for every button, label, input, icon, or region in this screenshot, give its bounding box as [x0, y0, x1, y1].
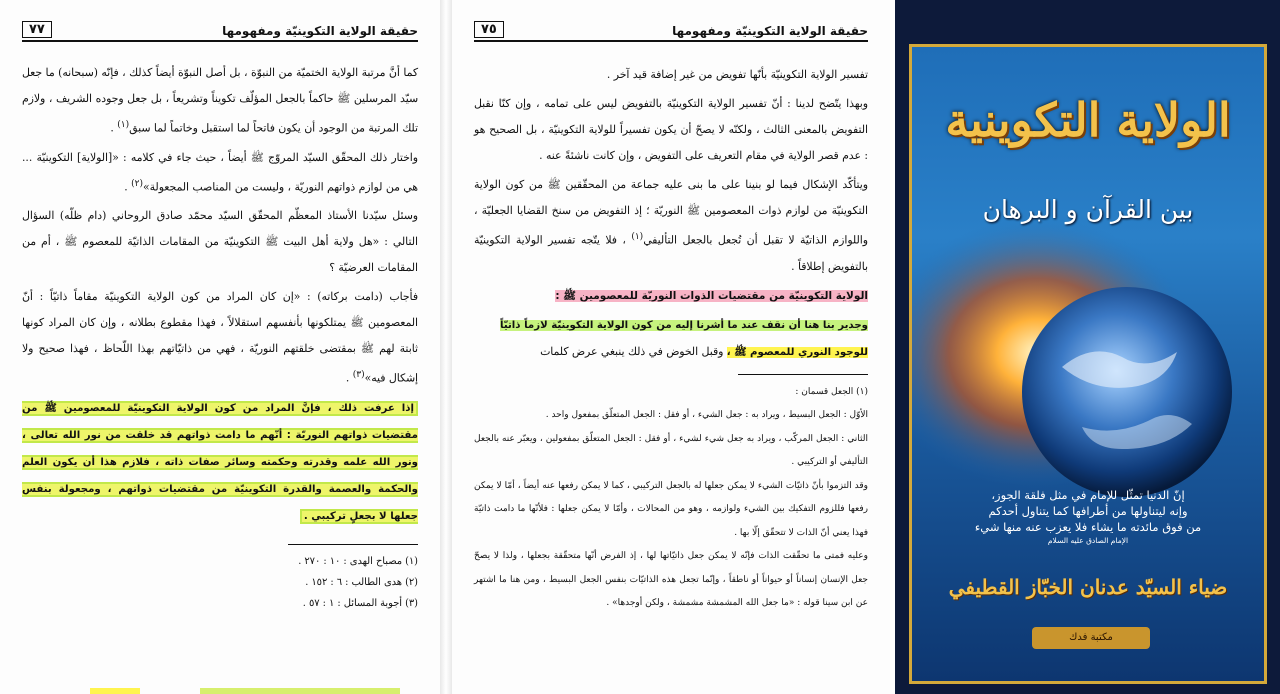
paragraph: وبهذا يتّضح لدينا : أنّ تفسير الولاية التكوينيّة بالتفويض ليس على تمامه ، وإن كنّا نقبل التفويض بالمعنى الثالث ، ولكنّه لا يصحّ أن يكون تفسيراً للولاية التكوينيّة ، بل الصحيح هو : عدم قصر الولاية في مقام التعريف على التفويض ، وإن كانت ناشئةً عنه .	[474, 97, 868, 162]
footnote: (٢) هدى الطالب : ٦ : ١٥٢ .	[305, 576, 418, 588]
page-header	[22, 18, 418, 42]
cover-author: ضياء السيّد عدنان الخبّاز القطيفي	[948, 575, 1228, 599]
page-header	[474, 18, 868, 42]
publisher-badge: مكتبة فدك	[1032, 627, 1150, 649]
cover-subtitle: بين القرآن و البرهان	[982, 195, 1194, 224]
footnote-line: وعليه فمتى ما تحقّقت الذات فإنّه لا يمكن جعل ذاتيّاتها لها ، إذ الفرض أنّها متحقّقة بجعلها ، ولذا لا يصحّ جعل الإنسان إنساناً أو حيواناً أو ناطقاً ، وإنّما تجعل هذه الذاتيّات بنفس الجعل البسيط ، ومن هنا ما اشتهر عن ابن سينا قوله : «ما جعل الله المشمشة مشمشة ، ولكن أوجدها» .	[474, 551, 868, 609]
cover-quote: إنّ الدنيا تمثّل للإمام في مثل فلقة الجوز، وإنه ليتناولها من أطرافها كما يتناول أحدكم من فوق مائدته ما يشاء فلا يعزب عنه منها شيء الإمام الصادق عليه السلام	[920, 487, 1256, 547]
footnote-line: الثاني : الجعل المركّب ، ويراد به جعل شيء لشيء ، أو فقل : الجعل المتعلّق بمفعولين ، ويعبّر عنه بالجعل التأليفي أو التركيبي .	[474, 433, 868, 468]
quote-attribution: الإمام الصادق عليه السلام	[1047, 536, 1129, 545]
page-gutter	[440, 0, 452, 694]
book-cover	[895, 0, 1280, 694]
footnote: (٣) أجوبة المسائل : ١ : ٥٧ .	[302, 597, 418, 609]
paragraph: تفسير الولاية التكوينيّة بأنّها تفويض من غير إضافة قيد آخر .	[606, 68, 868, 81]
footnotes	[474, 381, 868, 616]
footnote: (١) مصباح الهدى : ١٠ : ٢٧٠ .	[298, 555, 418, 567]
page-number: ٧٧	[22, 21, 52, 38]
footnote-line: الأوّل : الجعل البسيط ، ويراد به : جعل الشيء ، أو فقل : الجعل المتعلّق بمفعول واحد .	[545, 410, 868, 421]
footnote-divider	[288, 544, 418, 545]
footnotes	[22, 551, 418, 614]
cover-title: الولاية التكوينية	[945, 93, 1231, 147]
footnote-divider	[738, 374, 868, 375]
footnote-line: (١) الجعل قسمان :	[795, 386, 868, 397]
running-title: حقيقة الولاية التكوينيّة ومفهومها	[672, 24, 868, 38]
highlighted-paragraph: إذا عرفت ذلك ، فإنَّ المراد من كون الولاية التكوينيّة للمعصومين ﷺ من مقتضيات ذواتهم النوريّة : أنّهم ما دامت ذواتهم قد خلقت من نور الله تعالى ، ونور الله علمه وقدرته وحكمته وسائر صفات ذاته ، فلازم هذا أن يكون العلم والحكمة والعصمة والقدرة التكوينيّة من مقتضيات ذواتهم ، ومجعولة بنفس جعلها لا بجعلٍ تركيبي .	[22, 402, 418, 522]
section-subheading: الولاية التكوينيّة من مقتضيات الذوات النوريّة للمعصومين ﷺ :	[555, 289, 868, 302]
earth-globe	[1022, 287, 1232, 497]
book-page-75	[452, 0, 890, 694]
paragraph: وسئل سيّدنا الأستاذ المعظّم المحقّق السيّد محمّد صادق الروحاني (دام ظلّه) السؤال التالي : «هل ولاية أهل البيت ﷺ التكوينيّة من المقامات الذاتيّة للمعصوم ﷺ ، أم من المقامات العرضيّة ؟	[22, 209, 418, 275]
highlight-fragment	[200, 688, 400, 694]
footnote-line: وقد التزموا بأنّ ذاتيّات الشيء لا يمكن جعلها له بالجعل التركيبي ، كما لا يمكن رفعها عنه أيضاً ، أمّا لا يمكن رفعها فللزوم التفكيك بين الشيء ولوازمه ، وهو من المحالات ، وأمّا لا يمكن جعلها : فلأنّها ما دامت ذاتيّة فهذا يعني أنّ الذات لا تتحقّق إلّا بها .	[474, 480, 868, 538]
book-page-77	[0, 0, 440, 694]
paragraph: كما أنَّ مرتبة الولاية الختميّة من النبوّة ، بل أصل النبوّة أيضاً كذلك ، فإنّه (سبحانه) ما جعل سيّد المرسلين ﷺ حاكماً بالجعل المؤلّف تكويناً وتشريعاً ، بل جعل وجوده الشريف ، ولازم تلك المرتبة من الوجود أن يكون فاتحاً لما استقبل وخاتماً لما سبق$^{(١)}$ .	[22, 66, 418, 135]
page-body	[22, 60, 418, 614]
paragraph: ويتأكّد الإشكال فيما لو بنينا على ما بنى عليه جماعة من المحقّقين ﷺ من كون الولاية التكوينيّة من لوازم ذوات المعصومين ﷺ النوريّة ؛ إذ التفويض من سنخ القضايا الجعليّة ، واللوازم الذاتيّة لا تقبل أن تُجعل بالجعل التأليفي$^{(١)}$ ، فلا يتّجه تفسير الولاية التكوينيّة بالتفويض إطلاقاً .	[474, 178, 868, 273]
page-number: ٧٥	[474, 21, 504, 38]
cover-panel	[909, 44, 1267, 684]
paragraph: واختار ذلك المحقّق السيّد المروّج ﷺ أيضاً ، حيث جاء في كلامه : «[الولاية] التكوينيّة ... هي من لوازم ذواتهم النوريّة ، وليست من المناصب المجعولة»$^{(٢)}$ .	[22, 150, 418, 194]
page-body	[474, 62, 868, 616]
highlighted-paragraph: وجدير بنا هنا أن نقف عند ما أشرنا إليه من كون الولاية التكوينيّة لازماً ذاتيّاً للوجود النوري للمعصوم ﷺ ، وقبل الخوض في ذلك ينبغي عرض كلمات	[500, 319, 868, 358]
running-title: حقيقة الولاية التكوينيّة ومفهومها	[222, 24, 418, 38]
highlight-fragment	[90, 688, 140, 694]
paragraph: فأجاب (دامت بركاته) : «إن كان المراد من كون الولاية التكوينيّة مقاماً ذاتيّاً : أنّ المعصومين ﷺ يمتلكونها بأنفسهم استقلالاً ، فهذا مقطوع بطلانه ، وإن كان المراد كونها ثابتة لهم ﷺ بمقتضى خلقتهم النوريّة ، فهي من ذاتيّاتهم بهذا اللّحاظ ، فهذا صحيح ولا إشكال فيه»$^{(٣)}$ .	[22, 290, 418, 385]
